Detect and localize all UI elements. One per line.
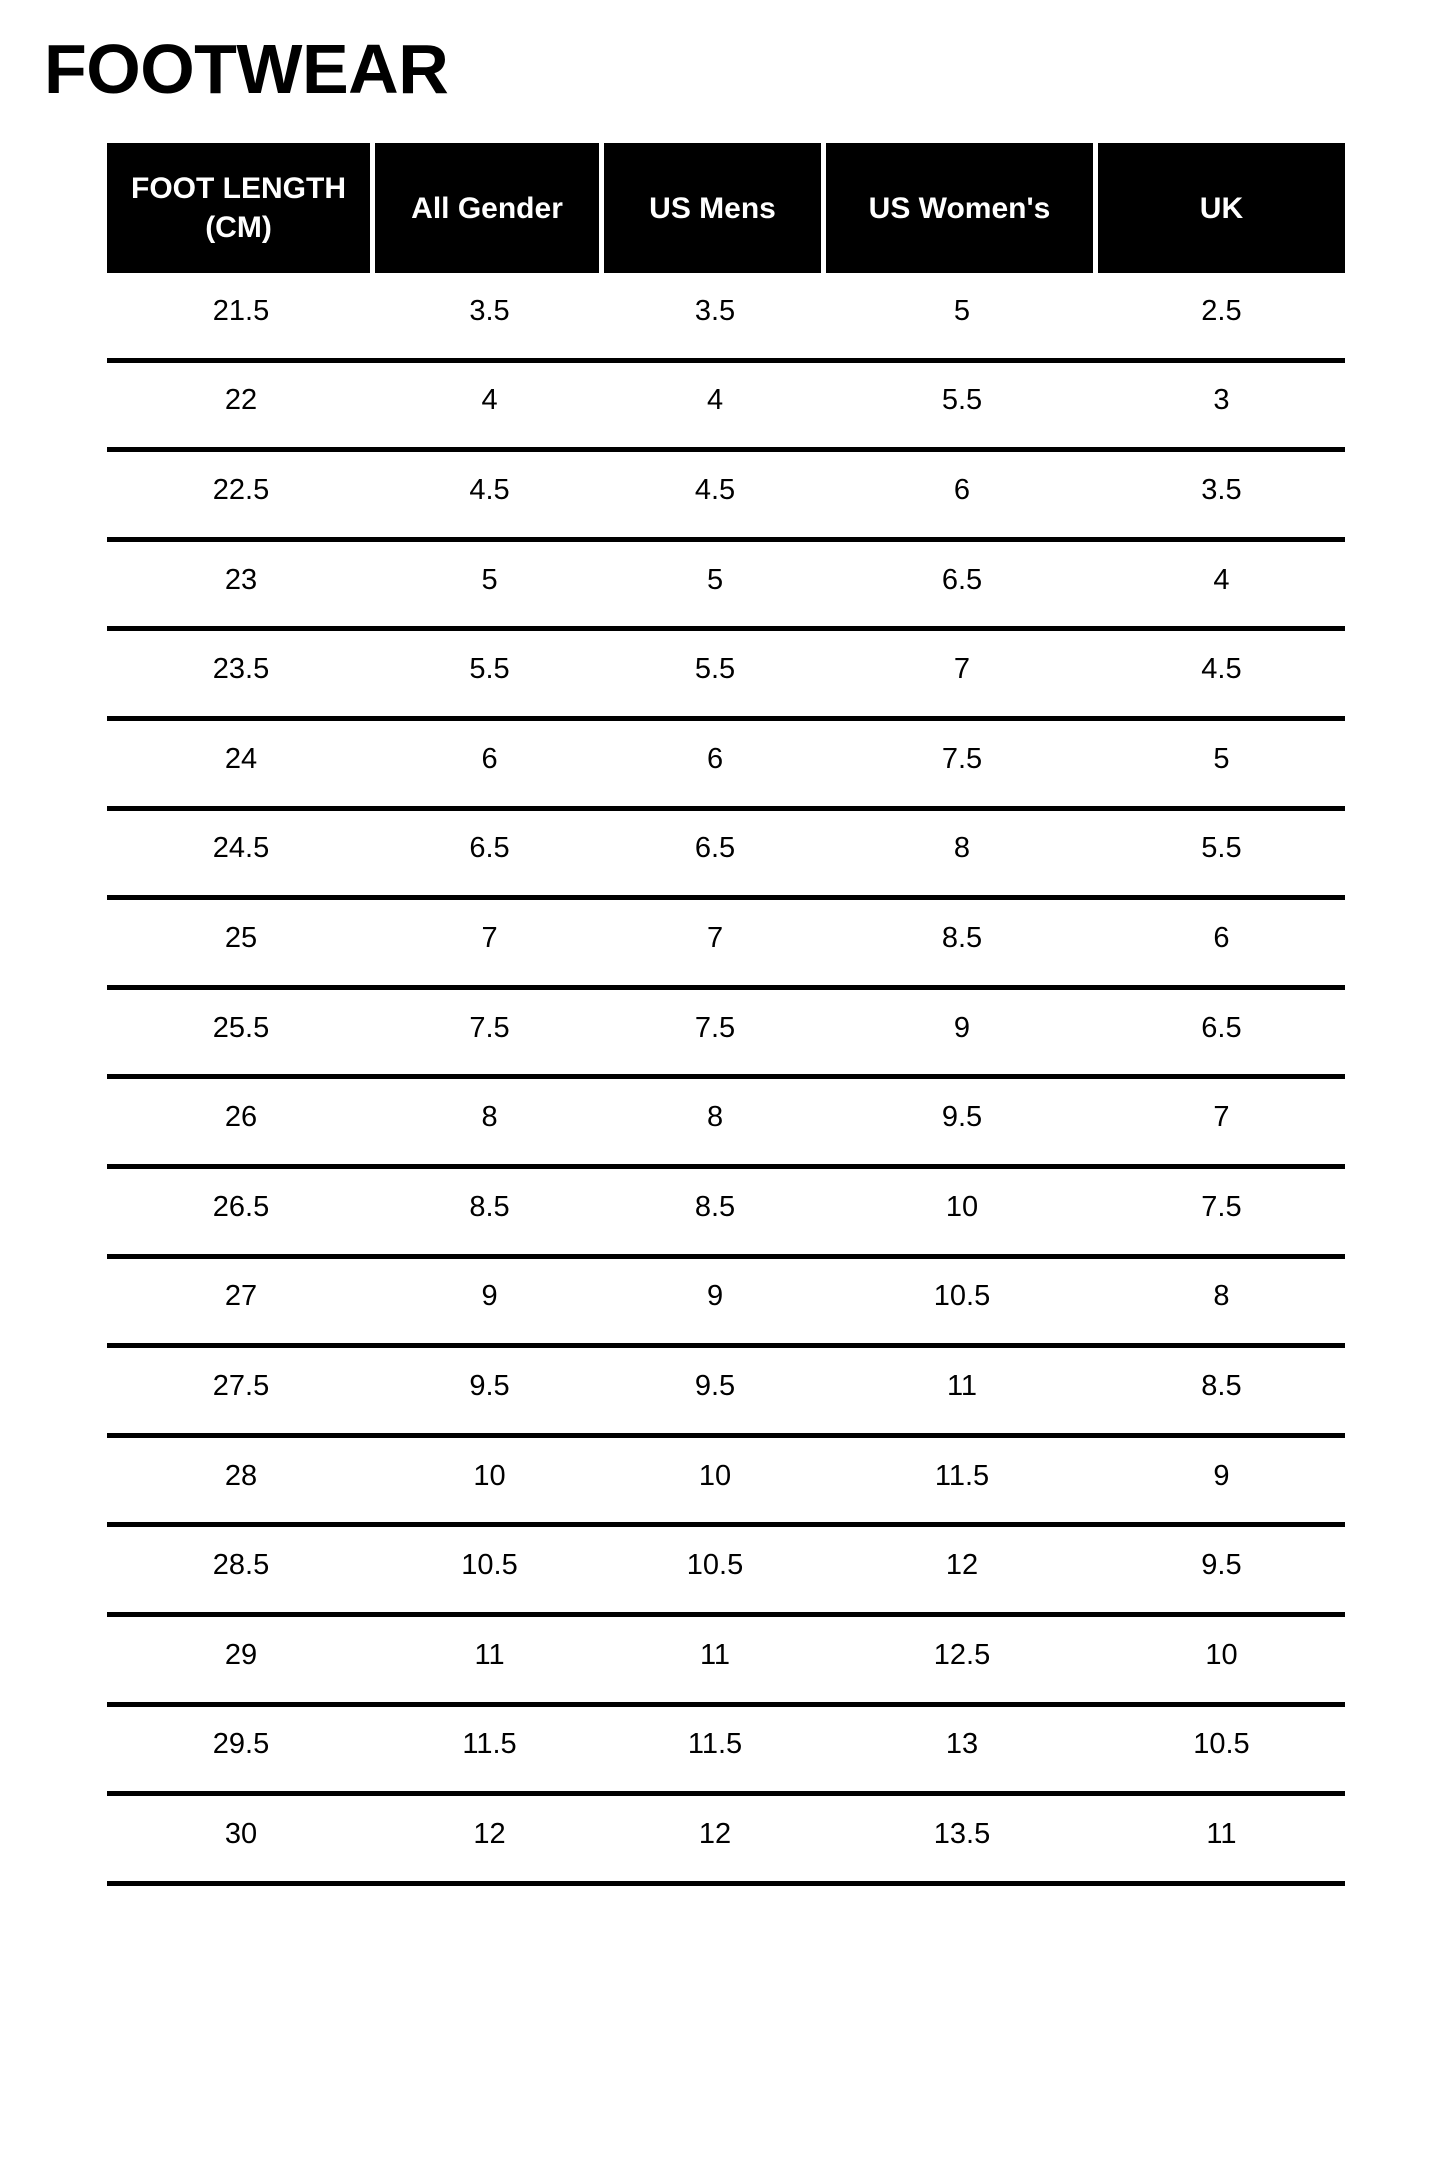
cell-uk: 10 bbox=[1205, 1638, 1238, 1671]
cell-us-mens: 6.5 bbox=[694, 832, 736, 865]
cell-us-womens: 13.5 bbox=[933, 1817, 991, 1850]
table-row bbox=[107, 363, 1345, 453]
cell-uk: 8 bbox=[1213, 1280, 1230, 1313]
cell-foot-length-cm: 30 bbox=[224, 1817, 258, 1850]
cell-all-gender: 4.5 bbox=[469, 473, 510, 506]
cell-foot-length-cm: 23.5 bbox=[212, 653, 270, 686]
cell-all-gender: 9.5 bbox=[469, 1369, 510, 1402]
cell-us-mens: 10.5 bbox=[686, 1549, 744, 1582]
cell-us-womens: 10.5 bbox=[933, 1280, 991, 1313]
table-header-row bbox=[107, 143, 1345, 273]
cell-uk: 7.5 bbox=[1201, 1190, 1242, 1223]
cell-us-womens: 6.5 bbox=[941, 563, 983, 596]
cell-all-gender: 9 bbox=[481, 1280, 498, 1313]
cell-us-mens: 11.5 bbox=[687, 1728, 743, 1761]
cell-all-gender: 5.5 bbox=[469, 653, 510, 686]
cell-us-womens: 7 bbox=[953, 653, 971, 686]
cell-us-mens: 5.5 bbox=[694, 653, 736, 686]
cell-us-mens: 7 bbox=[706, 921, 724, 954]
table-row bbox=[107, 1259, 1345, 1349]
table-row bbox=[107, 1707, 1345, 1797]
cell-foot-length-cm: 26.5 bbox=[212, 1190, 270, 1223]
cell-uk: 7 bbox=[1213, 1101, 1230, 1134]
cell-uk: 8.5 bbox=[1201, 1369, 1242, 1402]
cell-us-womens: 13 bbox=[945, 1728, 979, 1761]
cell-uk: 4.5 bbox=[1201, 653, 1242, 686]
table-row bbox=[107, 1796, 1345, 1886]
cell-all-gender: 7 bbox=[481, 921, 498, 954]
cell-us-mens: 11 bbox=[699, 1638, 731, 1671]
cell-all-gender: 8.5 bbox=[469, 1190, 510, 1223]
cell-us-womens: 9.5 bbox=[941, 1101, 983, 1134]
cell-us-mens: 9.5 bbox=[694, 1369, 736, 1402]
cell-us-mens: 6 bbox=[706, 742, 724, 775]
cell-foot-length-cm: 27.5 bbox=[212, 1369, 270, 1402]
cell-all-gender: 4 bbox=[481, 384, 498, 417]
cell-all-gender: 10 bbox=[473, 1459, 506, 1492]
size-chart-table bbox=[107, 143, 1345, 1886]
table-row bbox=[107, 721, 1345, 811]
cell-foot-length-cm: 27 bbox=[224, 1280, 258, 1313]
cell-us-mens: 4 bbox=[706, 384, 724, 417]
cell-foot-length-cm: 25.5 bbox=[212, 1011, 270, 1044]
table-body bbox=[107, 273, 1345, 1886]
column-header-us-mens: US Mens bbox=[604, 143, 826, 273]
cell-all-gender: 11 bbox=[474, 1638, 505, 1671]
cell-us-womens: 5 bbox=[953, 294, 971, 327]
cell-us-mens: 4.5 bbox=[694, 473, 736, 506]
cell-us-mens: 7.5 bbox=[694, 1011, 736, 1044]
cell-us-mens: 5 bbox=[706, 563, 724, 596]
column-header-all-gender: All Gender bbox=[375, 143, 604, 273]
cell-us-mens: 3.5 bbox=[694, 294, 736, 327]
table-row bbox=[107, 811, 1345, 901]
cell-uk: 3 bbox=[1213, 384, 1230, 417]
table-row bbox=[107, 452, 1345, 542]
page-title: FOOTWEAR bbox=[44, 30, 449, 108]
cell-uk: 9.5 bbox=[1201, 1549, 1242, 1582]
cell-us-womens: 7.5 bbox=[941, 742, 983, 775]
cell-us-mens: 9 bbox=[706, 1280, 724, 1313]
cell-us-womens: 8.5 bbox=[941, 921, 983, 954]
cell-all-gender: 11.5 bbox=[462, 1728, 517, 1761]
cell-foot-length-cm: 25 bbox=[224, 921, 258, 954]
column-header-us-womens: US Women's bbox=[826, 143, 1098, 273]
table-row bbox=[107, 1079, 1345, 1169]
cell-us-womens: 11 bbox=[946, 1369, 978, 1402]
table-row bbox=[107, 1527, 1345, 1617]
cell-all-gender: 5 bbox=[481, 563, 498, 596]
cell-uk: 11 bbox=[1206, 1817, 1237, 1850]
cell-uk: 6.5 bbox=[1201, 1011, 1242, 1044]
cell-us-womens: 11.5 bbox=[934, 1459, 990, 1492]
cell-us-mens: 8.5 bbox=[694, 1190, 736, 1223]
cell-all-gender: 3.5 bbox=[469, 294, 510, 327]
cell-all-gender: 8 bbox=[481, 1101, 498, 1134]
cell-us-womens: 8 bbox=[953, 832, 971, 865]
cell-uk: 4 bbox=[1213, 563, 1230, 596]
cell-us-womens: 10 bbox=[945, 1190, 979, 1223]
cell-foot-length-cm: 23 bbox=[224, 563, 258, 596]
cell-uk: 2.5 bbox=[1201, 294, 1242, 327]
cell-foot-length-cm: 29.5 bbox=[212, 1728, 270, 1761]
table-row bbox=[107, 990, 1345, 1080]
cell-uk: 5 bbox=[1213, 742, 1230, 775]
table-row bbox=[107, 273, 1345, 363]
cell-us-mens: 10 bbox=[698, 1459, 732, 1492]
cell-uk: 5.5 bbox=[1201, 832, 1242, 865]
cell-foot-length-cm: 24.5 bbox=[212, 832, 270, 865]
cell-foot-length-cm: 21.5 bbox=[212, 294, 270, 327]
cell-foot-length-cm: 28.5 bbox=[212, 1549, 270, 1582]
table-row bbox=[107, 900, 1345, 990]
cell-uk: 10.5 bbox=[1193, 1728, 1250, 1761]
cell-all-gender: 12 bbox=[473, 1817, 506, 1850]
cell-us-womens: 9 bbox=[953, 1011, 971, 1044]
column-header-foot-length-cm: FOOT LENGTH (CM) bbox=[107, 143, 375, 273]
cell-foot-length-cm: 22.5 bbox=[212, 473, 270, 506]
cell-foot-length-cm: 22 bbox=[224, 384, 258, 417]
cell-uk: 9 bbox=[1213, 1459, 1230, 1492]
cell-all-gender: 7.5 bbox=[469, 1011, 510, 1044]
table-row bbox=[107, 631, 1345, 721]
table-row bbox=[107, 1169, 1345, 1259]
cell-uk: 3.5 bbox=[1201, 473, 1242, 506]
table-row bbox=[107, 1617, 1345, 1707]
cell-us-womens: 12 bbox=[945, 1549, 979, 1582]
cell-us-mens: 12 bbox=[698, 1817, 732, 1850]
column-header-uk: UK bbox=[1199, 191, 1244, 225]
cell-uk: 6 bbox=[1213, 921, 1230, 954]
cell-foot-length-cm: 28 bbox=[224, 1459, 258, 1492]
cell-us-womens: 6 bbox=[953, 473, 971, 506]
cell-foot-length-cm: 29 bbox=[224, 1638, 258, 1671]
cell-us-womens: 5.5 bbox=[941, 384, 983, 417]
table-row bbox=[107, 1348, 1345, 1438]
cell-all-gender: 6 bbox=[481, 742, 498, 775]
table-row bbox=[107, 542, 1345, 632]
cell-foot-length-cm: 26 bbox=[224, 1101, 258, 1134]
cell-us-mens: 8 bbox=[706, 1101, 724, 1134]
cell-us-womens: 12.5 bbox=[933, 1638, 991, 1671]
cell-all-gender: 6.5 bbox=[469, 832, 510, 865]
cell-foot-length-cm: 24 bbox=[224, 742, 258, 775]
table-row bbox=[107, 1438, 1345, 1528]
cell-all-gender: 10.5 bbox=[461, 1549, 518, 1582]
